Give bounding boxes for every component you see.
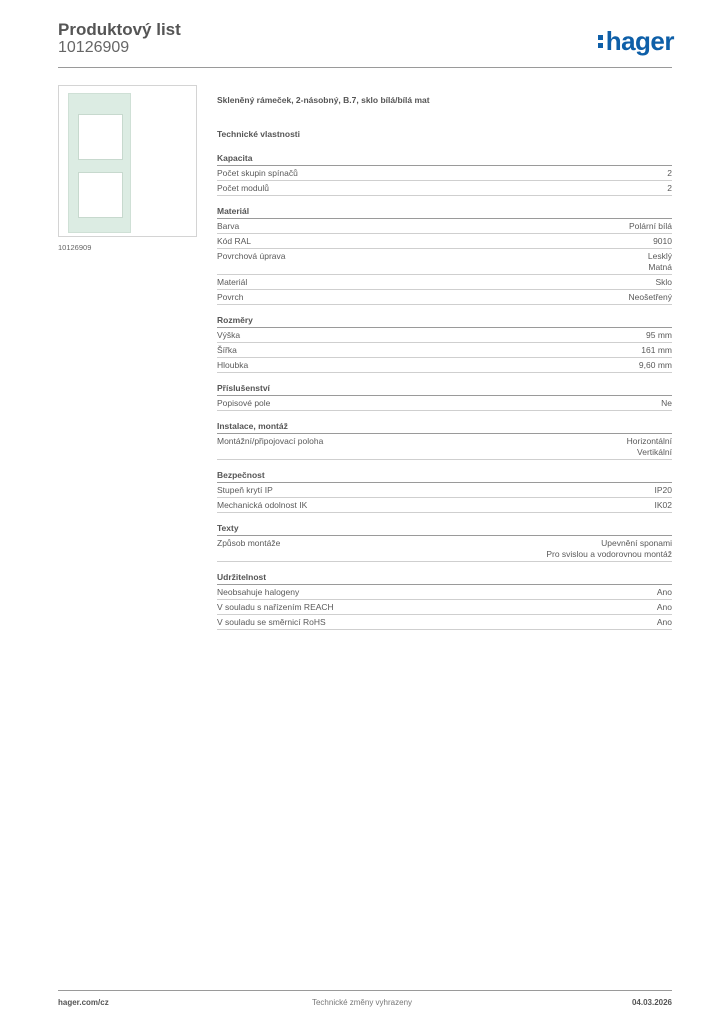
spec-label: V souladu s nařízením REACH: [217, 602, 334, 612]
glass-frame-icon: [68, 93, 131, 233]
spec-label: Výška: [217, 330, 241, 340]
frame-opening-bottom: [78, 172, 123, 218]
spec-label: Materiál: [217, 277, 248, 287]
header-divider: [58, 67, 672, 68]
spec-row: [217, 343, 672, 358]
product-number: 10126909: [58, 39, 130, 56]
spec-section: [217, 421, 672, 460]
spec-value: Ano: [656, 617, 672, 627]
product-image: [58, 85, 197, 237]
spec-value: IK02: [654, 500, 672, 510]
spec-row: [217, 396, 672, 411]
footer-website-link[interactable]: hager.com/cz: [58, 998, 109, 1007]
spec-value: Upevnění sponami Pro svislou a vodorovnou montáž: [546, 538, 672, 559]
spec-row: [217, 328, 672, 343]
spec-row: [217, 615, 672, 630]
spec-row: [217, 434, 672, 460]
spec-value: Lesklý Matná: [647, 251, 672, 272]
spec-section: [217, 523, 672, 562]
spec-row: [217, 536, 672, 562]
logo-colon-icon: [598, 33, 604, 49]
spec-row: [217, 275, 672, 290]
section-title: Rozměry: [217, 315, 672, 328]
logo-text: hager: [605, 26, 674, 56]
spec-row: [217, 498, 672, 513]
spec-value: Polární bílá: [629, 221, 672, 231]
spec-value: Neošetřený: [628, 292, 672, 302]
spec-value: IP20: [654, 485, 672, 495]
product-name: Skleněný rámeček, 2-násobný, B.7, sklo bílá/bílá mat: [217, 95, 430, 105]
spec-row: [217, 219, 672, 234]
section-title: Instalace, montáž: [217, 421, 672, 434]
spec-label: Barva: [217, 221, 240, 231]
spec-section: [217, 470, 672, 513]
footer-notice: Technické změny vyhrazeny: [311, 998, 413, 1007]
spec-value: Ano: [656, 587, 672, 597]
spec-label: Kód RAL: [217, 236, 252, 246]
spec-value: 2: [667, 168, 672, 178]
spec-value: 2: [667, 183, 672, 193]
spec-row: [217, 166, 672, 181]
section-title: Udržitelnost: [217, 572, 672, 585]
spec-row: [217, 358, 672, 373]
technical-properties-title: Technické vlastnosti: [217, 129, 300, 139]
specifications: [217, 95, 672, 630]
image-caption: 10126909: [58, 243, 92, 252]
spec-value: 95 mm: [646, 330, 672, 340]
spec-section: [217, 572, 672, 630]
section-title: Kapacita: [217, 153, 672, 166]
spec-label: V souladu se směrnicí RoHS: [217, 617, 326, 627]
section-title: Materiál: [217, 206, 672, 219]
spec-row: [217, 483, 672, 498]
section-title: Texty: [217, 523, 672, 536]
spec-row: [217, 181, 672, 196]
spec-label: Povrch: [217, 292, 244, 302]
spec-row: [217, 585, 672, 600]
spec-label: Povrchová úprava: [217, 251, 286, 261]
section-title: Příslušenství: [217, 383, 672, 396]
spec-section: [217, 153, 672, 196]
page-title: Produktový list: [58, 20, 181, 39]
spec-row: [217, 600, 672, 615]
spec-label: Počet modulů: [217, 183, 269, 193]
spec-label: Montážní/připojovací poloha: [217, 436, 324, 446]
spec-label: Hloubka: [217, 360, 249, 370]
spec-label: Stupeň krytí IP: [217, 485, 273, 495]
spec-label: Šířka: [217, 345, 237, 355]
spec-value: 9010: [653, 236, 672, 246]
spec-value: Sklo: [655, 277, 672, 287]
spec-label: Způsob montáže: [217, 538, 281, 548]
footer-date: 04.03.2026: [631, 998, 672, 1007]
spec-row: [217, 249, 672, 275]
spec-value: Horizontální Vertikální: [626, 436, 672, 457]
spec-label: Počet skupin spínačů: [217, 168, 298, 178]
frame-opening-top: [78, 114, 123, 160]
spec-value: Ano: [656, 602, 672, 612]
spec-label: Mechanická odolnost IK: [217, 500, 308, 510]
hager-logo[interactable]: [598, 26, 674, 56]
spec-section: [217, 206, 672, 305]
spec-value: 9,60 mm: [638, 360, 672, 370]
spec-row: [217, 234, 672, 249]
spec-section: [217, 383, 672, 411]
spec-row: [217, 290, 672, 305]
spec-value: Ne: [661, 398, 672, 408]
spec-sections: [217, 153, 672, 630]
spec-label: Neobsahuje halogeny: [217, 587, 300, 597]
section-title: Bezpečnost: [217, 470, 672, 483]
spec-section: [217, 315, 672, 373]
footer-divider: [58, 990, 672, 991]
spec-value: 161 mm: [641, 345, 672, 355]
spec-label: Popisové pole: [217, 398, 271, 408]
